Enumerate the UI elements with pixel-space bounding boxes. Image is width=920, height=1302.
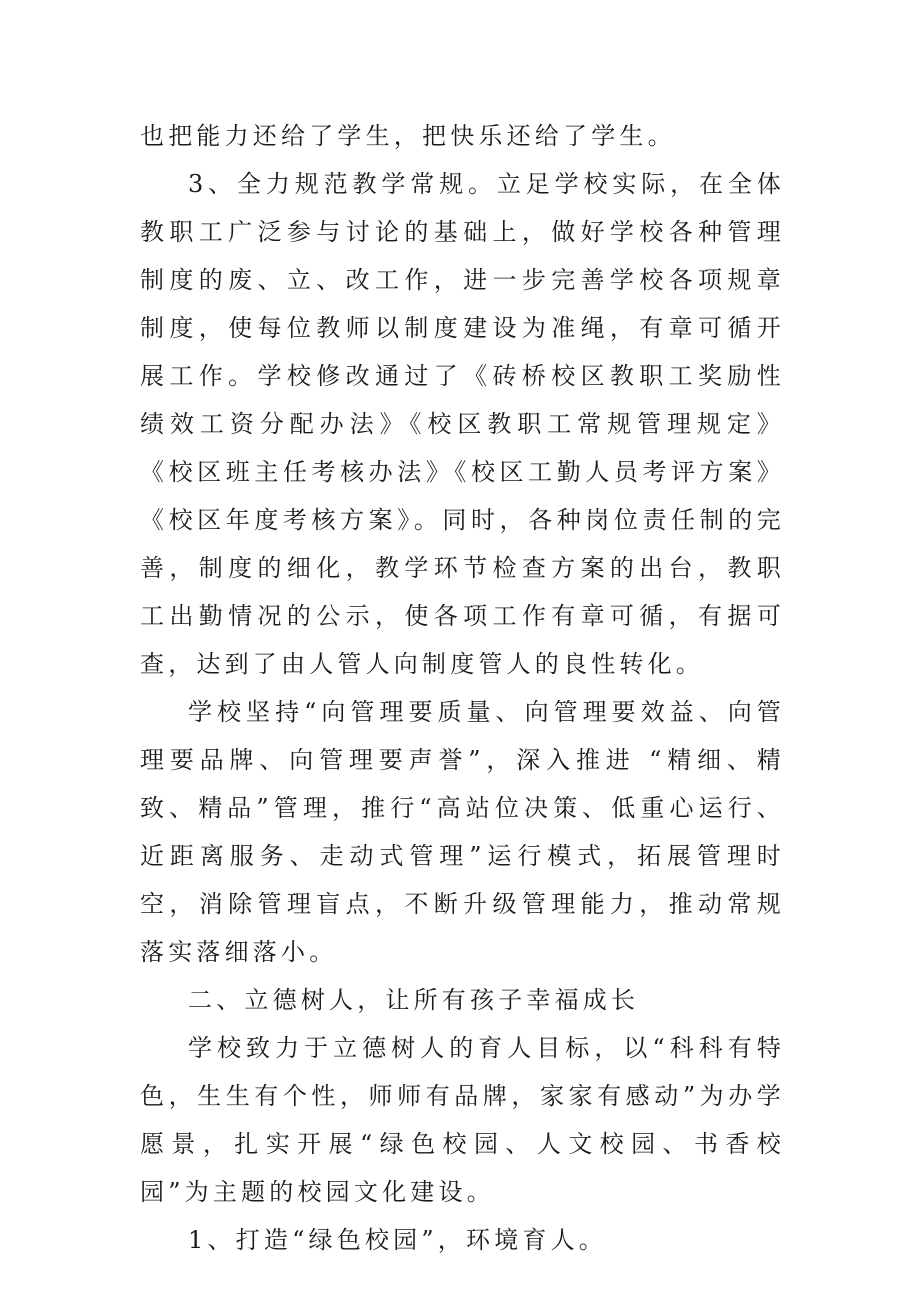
paragraph-teaching-routine: 3、全力规范教学常规。立足学校实际，在全体教职工广泛参与讨论的基础上，做好学校各种管理制度的废、立、改工作，进一步完善学校各项规章制度，使每位教师以制度建设为准绳，有章可循开展工作。学校修改通过了《砖桥校区教职工奖励性绩效工资分配办法》《校区教职工常规管理规定》《校区班主任考核办法》《校区工勤人员考评方案》《校区年度考核方案》。同时，各种岗位责任制的完善，制度的细化，教学环节检查方案的出台，教职工出勤情况的公示，使各项工作有章可循，有据可查，达到了由人管人向制度管人的良性转化。 (140, 170, 785, 678)
section-heading-moral-education: 二、立德树人，让所有孩子幸福成长 (188, 986, 640, 1014)
document-body (140, 112, 785, 1264)
paragraph-continuation: 也把能力还给了学生，把快乐还给了学生。 (140, 122, 676, 150)
subheading-green-campus: 1、打造“绿色校园”，环境育人。 (188, 1226, 608, 1254)
paragraph-management-principles: 学校坚持“向管理要质量、向管理要效益、向管理要品牌、向管理要声誉”，深入推进 “精细、精致、精品”管理，推行“高站位决策、低重心运行、近距离服务、走动式管理”运行模式，拓展管理时空，消除管理盲点，不断升级管理能力，推动常规落实落细落小。 (140, 698, 785, 966)
paragraph-education-goal: 学校致力于立德树人的育人目标，以“科科有特色，生生有个性，师师有品牌，家家有感动”为办学愿景，扎实开展“绿色校园、人文校园、书香校园”为主题的校园文化建设。 (140, 1034, 785, 1206)
